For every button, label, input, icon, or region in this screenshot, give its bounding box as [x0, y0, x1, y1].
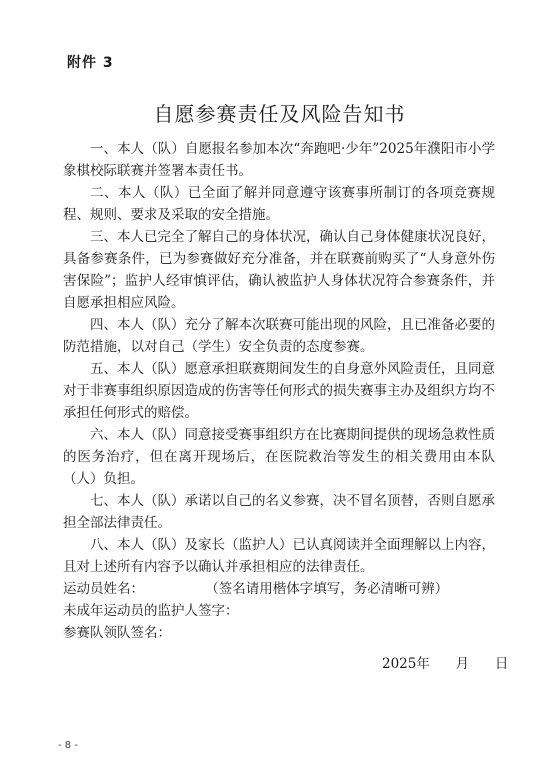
guardian-signature-label: 未成年运动员的监护人签字：	[63, 603, 239, 619]
date-day: 日	[494, 656, 509, 672]
athlete-signature-line	[63, 578, 495, 600]
document-body	[63, 138, 495, 644]
guardian-signature-line	[63, 600, 495, 622]
clause-3: 三、本人已完全了解自己的身体状况，确认自己身体健康状况良好，具备参赛条件，已为参赛做好充分准备，并在联赛前购买了“人身意外伤害保险”；监护人经审慎评估，确认被监护人身体状况符合参赛条件，并自愿承担相应风险。	[63, 229, 495, 311]
leader-signature-label: 参赛队领队签名：	[63, 625, 171, 641]
signing-date	[382, 652, 508, 672]
clause-6: 六、本人（队）同意接受赛事组织方在比赛期间提供的现场急救性质的医务治疗，但在离开现场后，在医院救治等发生的相关费用由本队（人）负担。	[63, 427, 495, 487]
clause-8: 八、本人（队）及家长（监护人）已认真阅读并全面理解以上内容，且对上述所有内容予以确认并承担相应的法律责任。	[63, 537, 495, 575]
clause-2: 二、本人（队）已全面了解并同意遵守该赛事所制订的各项竞赛规程、规则、要求及采取的安全措施。	[63, 185, 495, 223]
leader-signature-line	[63, 622, 495, 644]
signature-hint: （签名请用楷体字填写，务必清晰可辨）	[212, 581, 449, 597]
attachment-label: 附件 3	[67, 55, 114, 71]
document-title: 自愿参赛责任及风险告知书	[153, 102, 406, 126]
clause-7: 七、本人（队）承诺以自己的名义参赛，决不冒名顶替，否则自愿承担全部法律责任。	[63, 493, 495, 531]
page-number: - 8 -	[58, 740, 78, 751]
athlete-name-label: 运动员姓名：	[63, 581, 144, 597]
clause-4: 四、本人（队）充分了解本次联赛可能出现的风险，且已准备必要的防范措施，以对自己（学生）安全负责的态度参赛。	[63, 317, 495, 355]
date-month: 月	[455, 656, 470, 672]
clause-5: 五、本人（队）愿意承担联赛期间发生的自身意外风险责任，且同意对于非赛事组织原因造成的伤害等任何形式的损失赛事主办及组织方均不承担任何形式的赔偿。	[63, 361, 495, 421]
clause-1: 一、本人（队）自愿报名参加本次“奔跑吧·少年”2025年濮阳市小学象棋校际联赛并签署本责任书。	[63, 141, 495, 179]
date-year: 2025年	[382, 656, 430, 672]
